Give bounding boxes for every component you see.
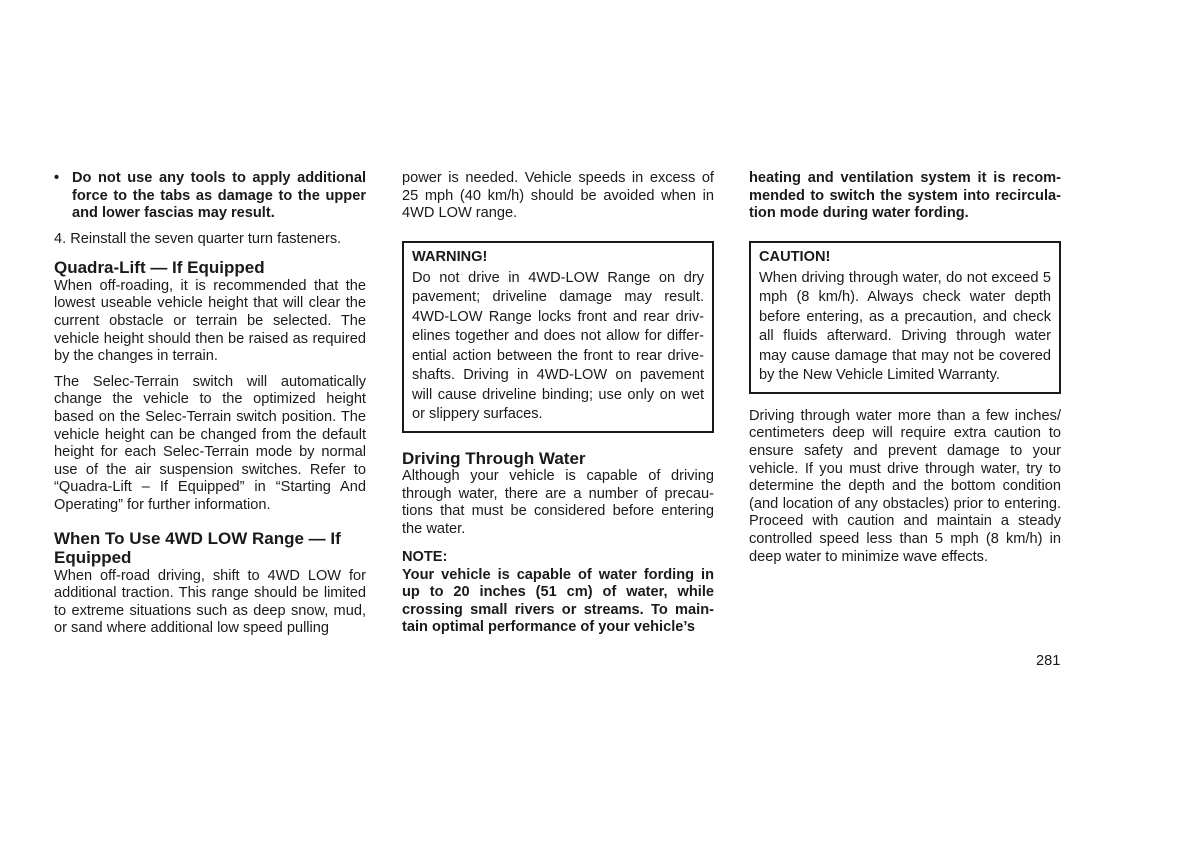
heading-4wd-low: When To Use 4WD LOW Range — If Equipped xyxy=(54,528,341,568)
heading-driving-through-water: Driving Through Water xyxy=(402,448,586,468)
column-left xyxy=(54,170,366,638)
column-middle xyxy=(402,170,714,637)
column-right xyxy=(749,170,1061,566)
warning-box xyxy=(402,241,714,433)
bullet-icon: • xyxy=(54,170,60,186)
paragraph: When off-roading, it is recommended that the lowest useable vehicle height that will clear the current obstacle or terrain be selected. The vehicle height should then be raised as required by the changes in terrain. xyxy=(54,277,366,365)
paragraph: Driving through water more than a few inches/ centimeters deep will require extra caution to ensure safety and prevent damage to your vehicle. If you must drive through water, try to determine the depth and the bottom condition (and location of any obstacles) prior to entering. Proceed with caution and maintain a steady controlled speed less than 5 mph (8 km/h) in deep water to minimize wave effects. xyxy=(749,407,1061,565)
heading-quadra-lift: Quadra-Lift — If Equipped xyxy=(54,258,265,278)
paragraph: power is needed. Vehicle speeds in excess of 25 mph (40 km/h) should be avoided when in 4WD LOW range. xyxy=(402,170,714,222)
note-title: NOTE: xyxy=(402,548,448,565)
step-text: 4. Reinstall the seven quarter turn fasteners. xyxy=(54,230,342,247)
note-body: Your vehicle is capable of water fording in up to 20 inches (51 cm) of water, while crossing small rivers or streams. To maintain optimal performance of your vehicle’s xyxy=(402,566,714,636)
paragraph: The Selec-Terrain switch will automatically change the vehicle to the optimized height based on the Selec-Terrain switch position. The vehicle height can be changed from the default height for each Selec-Terrain mode by normal use of the air suspension switches. Refer to “Quadra-Lift – If Equipped” in “Starting And Operating” for further information. xyxy=(54,373,366,513)
page-number: 281 xyxy=(1036,653,1061,669)
bullet-item xyxy=(54,170,366,223)
warning-body: Do not drive in 4WD-LOW Range on dry pavement; driveline damage may result. 4WD-LOW Range locks front and rear drivelines together and does not allow for differential action between the front to rear driveshafts. Driving in 4WD-LOW on pavement will cause driveline binding; use only on wet or slippery surfaces. xyxy=(412,269,704,423)
caution-title: CAUTION! xyxy=(759,248,831,265)
warning-title: WARNING! xyxy=(412,248,488,265)
caution-box xyxy=(749,241,1061,394)
paragraph: Although your vehicle is capable of driving through water, there are a number of precautions that must be considered before entering the water. xyxy=(402,468,714,538)
paragraph: When off-road driving, shift to 4WD LOW for additional traction. This range should be limited to extreme situations such as deep snow, mud, or sand where additional low speed pulling xyxy=(54,567,366,637)
caution-body: When driving through water, do not exceed 5 mph (8 km/h). Always check water depth before entering, as a precaution, and check all fluids afterward. Driving through water may cause damage that may not be covered by the New Vehicle Limited Warranty. xyxy=(759,269,1051,384)
bullet-text: Do not use any tools to apply additional force to the tabs as damage to the upper and lower fascias may result. xyxy=(72,170,366,222)
paragraph: heating and ventilation system it is recommended to switch the system into recirculation mode during water fording. xyxy=(749,170,1061,222)
